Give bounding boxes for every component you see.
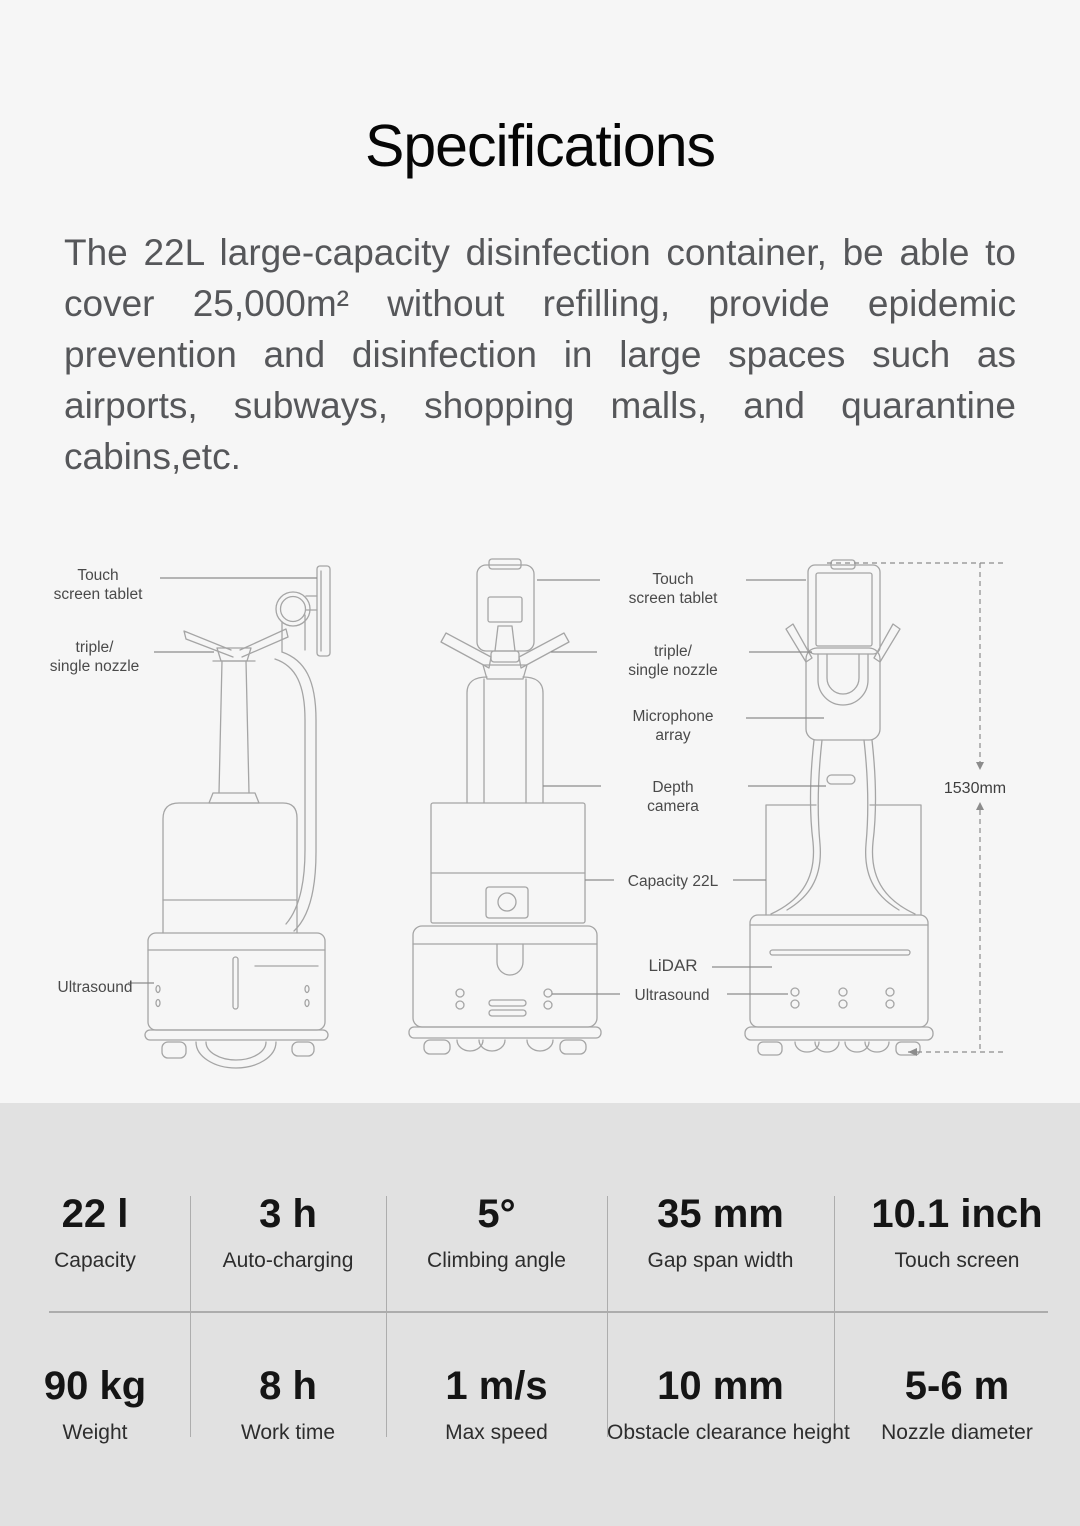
spec-value: 5° — [477, 1192, 516, 1236]
spec-label: Touch screen — [894, 1249, 1020, 1272]
spec-label: Climbing angle — [427, 1249, 566, 1272]
page-title: Specifications — [364, 113, 716, 179]
label-ultrasound-left: Ultrasound — [57, 979, 133, 996]
row-divider — [49, 1311, 1048, 1313]
label-line: camera — [647, 798, 699, 815]
intro-paragraph: The 22L large-capacity disinfection container, be able to cover 25,000m² without refilling, provide epidemic prevention and disinfection in large spaces such as airports, subways, shopping malls, and quarantine cabins,etc. — [64, 232, 1016, 477]
spec-row-1 — [0, 1192, 1080, 1273]
spec-label: Capacity — [54, 1249, 136, 1272]
spec-value: 22 l — [61, 1192, 129, 1236]
label-touch-screen-tablet-left — [28, 566, 168, 604]
label-lidar: LiDAR — [648, 956, 698, 975]
label-capacity-22l: Capacity 22L — [627, 873, 719, 890]
robot-back-view — [745, 560, 933, 1055]
label-depth-camera — [604, 778, 742, 816]
spec-cell-weight — [0, 1364, 190, 1445]
spec-value: 10.1 inch — [871, 1192, 1043, 1236]
robot-diagram — [0, 552, 1080, 1072]
spec-value: 10 mm — [657, 1364, 784, 1408]
label-line: Touch — [77, 567, 119, 584]
spec-value: 3 h — [259, 1192, 317, 1236]
dimension-lines — [827, 563, 1007, 1056]
spec-row-2 — [0, 1364, 1080, 1445]
spec-cell-auto-charging — [190, 1192, 386, 1273]
spec-value: 8 h — [259, 1364, 317, 1408]
robot-front-view — [409, 559, 601, 1054]
label-line: single nozzle — [628, 662, 718, 679]
label-line: screen tablet — [628, 590, 718, 607]
label-microphone-array — [604, 707, 742, 745]
spec-value: 5-6 m — [904, 1364, 1010, 1408]
spec-cell-obstacle-clearance — [607, 1364, 850, 1445]
spec-cell-climbing-angle — [386, 1192, 607, 1273]
label-line: triple/ — [75, 639, 114, 656]
robot-side-view — [145, 566, 330, 1068]
label-nozzle-center — [600, 642, 746, 680]
spec-label: Work time — [240, 1421, 336, 1444]
spec-value: 35 mm — [657, 1192, 784, 1236]
robot-line-art — [0, 552, 1080, 1072]
spec-label: Auto-charging — [222, 1249, 354, 1272]
label-line: triple/ — [654, 643, 692, 660]
label-line: Depth — [652, 779, 694, 796]
label-ultrasound-center: Ultrasound — [634, 987, 710, 1004]
spec-label: Nozzle diameter — [881, 1421, 1033, 1444]
label-line: single nozzle — [49, 658, 140, 675]
spec-cell-work-time — [190, 1364, 386, 1445]
spec-label: Weight — [62, 1421, 128, 1444]
label-line: Microphone — [632, 708, 714, 725]
label-nozzle-left — [22, 638, 167, 676]
spec-label: Max speed — [445, 1421, 548, 1444]
spec-label: Obstacle clearance height — [607, 1421, 850, 1444]
label-line: Touch — [652, 571, 694, 588]
spec-cell-touch-screen — [834, 1192, 1080, 1273]
spec-cell-nozzle-diameter — [834, 1364, 1080, 1445]
spec-value: 90 kg — [43, 1364, 147, 1408]
spec-label: Gap span width — [647, 1249, 794, 1272]
spec-cell-max-speed — [386, 1364, 607, 1445]
spec-cell-gap-span-width — [607, 1192, 834, 1273]
spec-cell-capacity — [0, 1192, 190, 1273]
label-line: array — [655, 727, 691, 744]
height-dimension-label: 1530mm — [943, 780, 1007, 797]
label-touch-screen-tablet-center — [604, 570, 742, 608]
specs-background-band — [0, 1103, 1080, 1526]
spec-value: 1 m/s — [445, 1364, 548, 1408]
label-line: screen tablet — [53, 586, 143, 603]
